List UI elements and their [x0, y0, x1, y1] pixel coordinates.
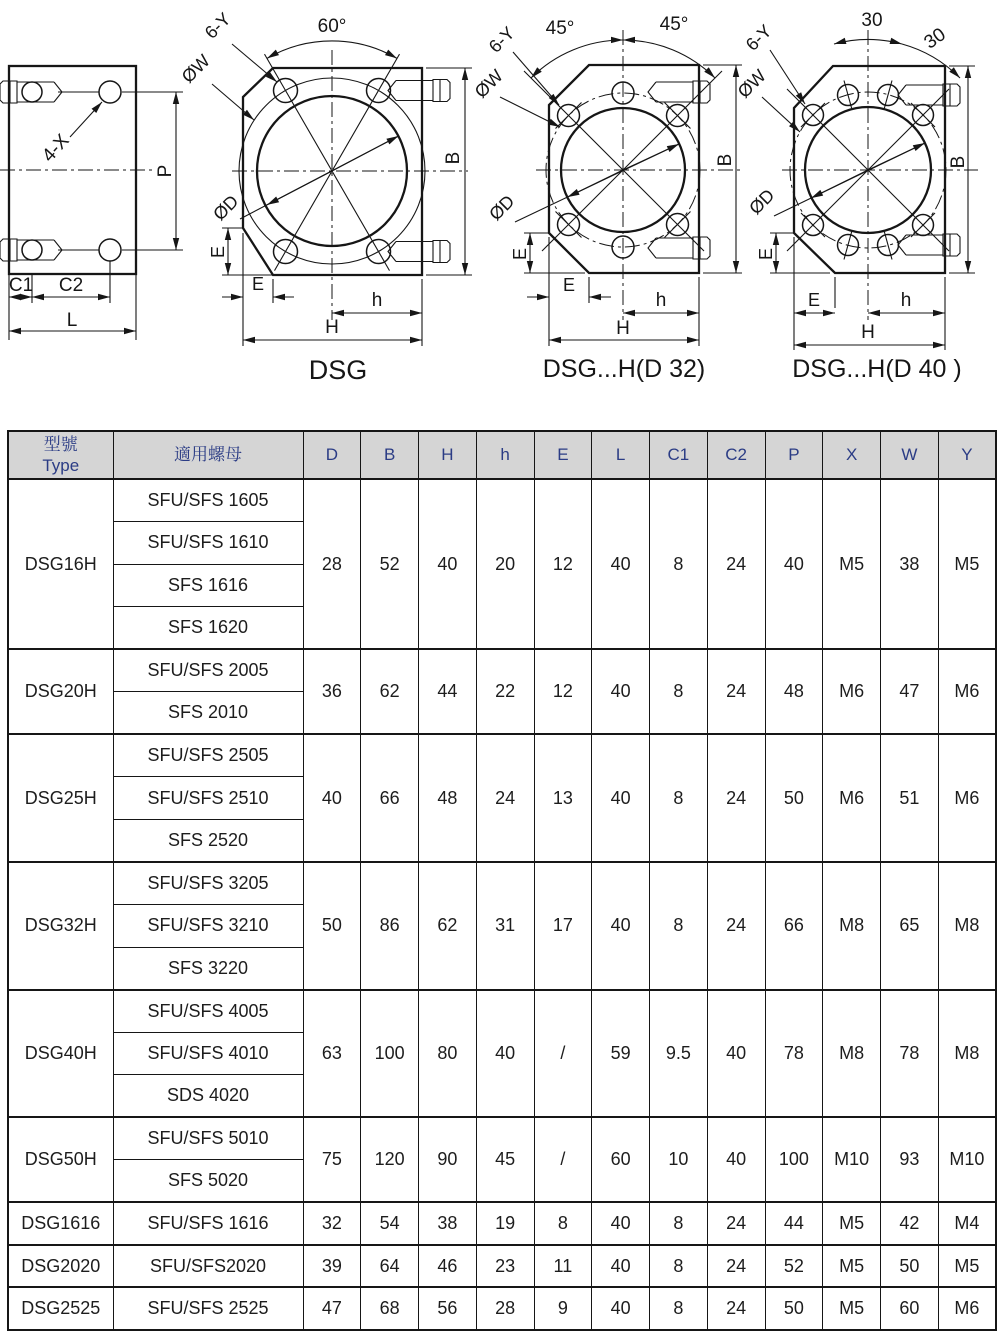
value-cell-l: 40: [592, 862, 650, 990]
callout-6y: 6-Y: [484, 22, 519, 57]
value-cell-c1: 8: [650, 479, 708, 649]
header-y: Y: [938, 431, 996, 479]
callout-6y: 6-Y: [200, 8, 235, 43]
header-c2: C2: [707, 431, 765, 479]
dim-label-c2: C2: [58, 275, 84, 296]
value-cell-x: M6: [823, 649, 881, 734]
dim-label-c1: C1: [8, 275, 34, 296]
type-cell: DSG2525: [8, 1287, 113, 1330]
table-row: [8, 649, 996, 692]
value-cell-l: 60: [592, 1117, 650, 1202]
value-cell-p: 50: [765, 1287, 823, 1330]
nut-cell: SFU/SFS 1605: [113, 479, 303, 522]
dim-label-e-side: E: [208, 245, 228, 259]
value-cell-h: 24: [476, 734, 534, 862]
value-cell-c2: 40: [707, 990, 765, 1118]
value-cell-l: 40: [592, 1202, 650, 1245]
value-cell-h: 22: [476, 649, 534, 734]
value-cell-h: 31: [476, 862, 534, 990]
value-cell-w: 78: [881, 990, 939, 1118]
dim-label-ow: ØW: [733, 65, 770, 102]
nut-cell: SFU/SFS 1610: [113, 522, 303, 565]
value-cell-w: 65: [881, 862, 939, 990]
table-row: [8, 1245, 996, 1288]
header-b: B: [361, 431, 419, 479]
table-row: [8, 1287, 996, 1330]
value-cell-e: 12: [534, 479, 592, 649]
dim-label-b: B: [948, 155, 969, 169]
type-cell: DSG2020: [8, 1245, 113, 1288]
value-cell-y: M5: [938, 1245, 996, 1288]
nut-cell: SFU/SFS 5010: [113, 1117, 303, 1160]
value-cell-d: 32: [303, 1202, 361, 1245]
type-cell: DSG25H: [8, 734, 113, 862]
value-cell-c2: 24: [707, 1202, 765, 1245]
value-cell-d: 28: [303, 479, 361, 649]
value-cell-h: 23: [476, 1245, 534, 1288]
value-cell-e: 11: [534, 1245, 592, 1288]
value-cell-e: /: [534, 990, 592, 1118]
value-cell-e: 9: [534, 1287, 592, 1330]
value-cell-b: 62: [361, 649, 419, 734]
value-cell-b: 54: [361, 1202, 419, 1245]
header-c1: C1: [650, 431, 708, 479]
value-cell-h: 90: [419, 1117, 477, 1202]
table-row: [8, 1202, 996, 1245]
value-cell-h: 20: [476, 479, 534, 649]
value-cell-p: 44: [765, 1202, 823, 1245]
value-cell-h: 62: [419, 862, 477, 990]
value-cell-l: 40: [592, 649, 650, 734]
table-row: [8, 990, 996, 1033]
value-cell-h: 56: [419, 1287, 477, 1330]
table-row: [8, 862, 996, 905]
value-cell-b: 68: [361, 1287, 419, 1330]
value-cell-c2: 24: [707, 649, 765, 734]
header-type: 型號 Type: [8, 431, 113, 479]
value-cell-c1: 8: [650, 734, 708, 862]
value-cell-e: 17: [534, 862, 592, 990]
value-cell-h: 28: [476, 1287, 534, 1330]
value-cell-h: 40: [419, 479, 477, 649]
dim-label-h-small: h: [900, 290, 912, 311]
drawing-title-dsg-h40: DSG...H(D 40 ): [792, 355, 962, 383]
value-cell-e: 8: [534, 1202, 592, 1245]
value-cell-p: 78: [765, 990, 823, 1118]
value-cell-c1: 8: [650, 862, 708, 990]
dim-label-od: ØD: [485, 191, 519, 225]
dim-label-h-big: H: [616, 318, 630, 339]
header-w: W: [881, 431, 939, 479]
spec-table: [7, 430, 997, 1331]
callout-6y: 6-Y: [741, 20, 776, 55]
dim-label-l: L: [66, 310, 78, 331]
value-cell-w: 38: [881, 479, 939, 649]
drawing-dsg-h40: [734, 10, 978, 383]
nut-cell: SFU/SFS 2525: [113, 1287, 303, 1330]
nut-cell: SFU/SFS 3210: [113, 904, 303, 947]
value-cell-h: 80: [419, 990, 477, 1118]
header-nut: 適用螺母: [113, 431, 303, 479]
value-cell-b: 52: [361, 479, 419, 649]
value-cell-w: 50: [881, 1245, 939, 1288]
value-cell-e: /: [534, 1117, 592, 1202]
value-cell-x: M8: [823, 990, 881, 1118]
value-cell-l: 40: [592, 1245, 650, 1288]
value-cell-c2: 24: [707, 1245, 765, 1288]
value-cell-c1: 8: [650, 649, 708, 734]
type-cell: DSG50H: [8, 1117, 113, 1202]
dim-label-ow: ØW: [177, 50, 214, 87]
value-cell-l: 40: [592, 479, 650, 649]
dim-label-30t: 30: [861, 10, 883, 31]
value-cell-e: 13: [534, 734, 592, 862]
value-cell-c1: 8: [650, 1287, 708, 1330]
nut-cell: SFS 5020: [113, 1160, 303, 1203]
dim-label-b: B: [443, 151, 464, 165]
drawing-dsg-h32: [471, 14, 742, 383]
dim-label-od: ØD: [745, 185, 779, 219]
value-cell-p: 52: [765, 1245, 823, 1288]
nut-cell: SFS 1616: [113, 564, 303, 607]
nut-cell: SDS 4020: [113, 1075, 303, 1118]
value-cell-h: 45: [476, 1117, 534, 1202]
technical-drawings: [0, 0, 1000, 430]
value-cell-b: 100: [361, 990, 419, 1118]
table-row: [8, 734, 996, 777]
header-h: H: [419, 431, 477, 479]
drawing-title-dsg: DSG: [308, 355, 368, 385]
value-cell-b: 120: [361, 1117, 419, 1202]
value-cell-x: M5: [823, 1245, 881, 1288]
header-d: D: [303, 431, 361, 479]
nut-cell: SFU/SFS 3205: [113, 862, 303, 905]
dim-label-e-side: E: [756, 247, 776, 261]
nut-cell: SFS 2520: [113, 819, 303, 862]
value-cell-c2: 24: [707, 1287, 765, 1330]
value-cell-y: M6: [938, 649, 996, 734]
value-cell-h: 48: [419, 734, 477, 862]
value-cell-l: 40: [592, 734, 650, 862]
value-cell-d: 47: [303, 1287, 361, 1330]
value-cell-x: M6: [823, 734, 881, 862]
nut-cell: SFU/SFS 1616: [113, 1202, 303, 1245]
value-cell-d: 63: [303, 990, 361, 1118]
value-cell-y: M8: [938, 990, 996, 1118]
value-cell-c2: 24: [707, 862, 765, 990]
type-cell: DSG40H: [8, 990, 113, 1118]
dim-label-60deg: 60°: [317, 16, 347, 37]
header-x: X: [823, 431, 881, 479]
dim-label-ow: ØW: [470, 65, 507, 102]
dim-label-b: B: [715, 153, 736, 167]
value-cell-h: 38: [419, 1202, 477, 1245]
value-cell-y: M6: [938, 734, 996, 862]
dim-label-45r: 45°: [659, 14, 689, 35]
type-cell: DSG1616: [8, 1202, 113, 1245]
dim-label-h-small: h: [371, 290, 383, 311]
value-cell-x: M5: [823, 1287, 881, 1330]
value-cell-h: 40: [476, 990, 534, 1118]
value-cell-y: M4: [938, 1202, 996, 1245]
value-cell-x: M8: [823, 862, 881, 990]
callout-4x: 4-X: [38, 130, 74, 167]
value-cell-b: 66: [361, 734, 419, 862]
value-cell-p: 40: [765, 479, 823, 649]
nut-cell: SFS 3220: [113, 947, 303, 990]
value-cell-w: 60: [881, 1287, 939, 1330]
value-cell-w: 47: [881, 649, 939, 734]
value-cell-p: 66: [765, 862, 823, 990]
value-cell-c1: 9.5: [650, 990, 708, 1118]
drawing-side-view: [0, 66, 183, 340]
dim-label-e-bottom: E: [807, 290, 821, 310]
value-cell-b: 86: [361, 862, 419, 990]
type-cell: DSG16H: [8, 479, 113, 649]
value-cell-p: 100: [765, 1117, 823, 1202]
dim-label-45l: 45°: [545, 18, 575, 39]
value-cell-x: M5: [823, 479, 881, 649]
type-cell: DSG20H: [8, 649, 113, 734]
nut-cell: SFU/SFS 2505: [113, 734, 303, 777]
value-cell-c1: 8: [650, 1245, 708, 1288]
value-cell-w: 42: [881, 1202, 939, 1245]
dim-label-e-bottom: E: [562, 275, 576, 295]
nut-cell: SFS 2010: [113, 692, 303, 735]
value-cell-x: M5: [823, 1202, 881, 1245]
dim-label-e-bottom: E: [251, 274, 265, 294]
dim-label-h-small: h: [655, 290, 667, 311]
value-cell-d: 75: [303, 1117, 361, 1202]
value-cell-y: M10: [938, 1117, 996, 1202]
value-cell-p: 48: [765, 649, 823, 734]
value-cell-x: M10: [823, 1117, 881, 1202]
header-p: P: [765, 431, 823, 479]
nut-cell: SFU/SFS2020: [113, 1245, 303, 1288]
value-cell-w: 93: [881, 1117, 939, 1202]
value-cell-d: 50: [303, 862, 361, 990]
dim-label-30r: 30: [920, 24, 950, 54]
value-cell-l: 59: [592, 990, 650, 1118]
table-row: [8, 479, 996, 522]
value-cell-e: 12: [534, 649, 592, 734]
value-cell-c2: 24: [707, 479, 765, 649]
drawing-dsg: [178, 9, 472, 385]
nut-cell: SFU/SFS 2005: [113, 649, 303, 692]
nut-cell: SFS 1620: [113, 607, 303, 650]
drawing-title-dsg-h32: DSG...H(D 32): [542, 355, 706, 383]
nut-cell: SFU/SFS 2510: [113, 777, 303, 820]
nut-cell: SFU/SFS 4005: [113, 990, 303, 1033]
value-cell-p: 50: [765, 734, 823, 862]
dim-label-h-big: H: [861, 322, 875, 343]
type-cell: DSG32H: [8, 862, 113, 990]
nut-cell: SFU/SFS 4010: [113, 1032, 303, 1075]
dim-label-e-side: E: [510, 247, 530, 261]
value-cell-l: 40: [592, 1287, 650, 1330]
value-cell-d: 40: [303, 734, 361, 862]
value-cell-y: M6: [938, 1287, 996, 1330]
table-row: [8, 1117, 996, 1160]
value-cell-b: 64: [361, 1245, 419, 1288]
dim-label-p: P: [155, 164, 176, 178]
header-l: L: [592, 431, 650, 479]
dim-label-od: ØD: [209, 191, 243, 225]
value-cell-c1: 8: [650, 1202, 708, 1245]
header-h: h: [476, 431, 534, 479]
value-cell-w: 51: [881, 734, 939, 862]
header-e: E: [534, 431, 592, 479]
value-cell-c2: 40: [707, 1117, 765, 1202]
value-cell-h: 19: [476, 1202, 534, 1245]
value-cell-y: M8: [938, 862, 996, 990]
value-cell-y: M5: [938, 479, 996, 649]
value-cell-c2: 24: [707, 734, 765, 862]
dim-label-h-big: H: [325, 317, 339, 338]
value-cell-c1: 10: [650, 1117, 708, 1202]
value-cell-h: 46: [419, 1245, 477, 1288]
value-cell-h: 44: [419, 649, 477, 734]
value-cell-d: 39: [303, 1245, 361, 1288]
value-cell-d: 36: [303, 649, 361, 734]
